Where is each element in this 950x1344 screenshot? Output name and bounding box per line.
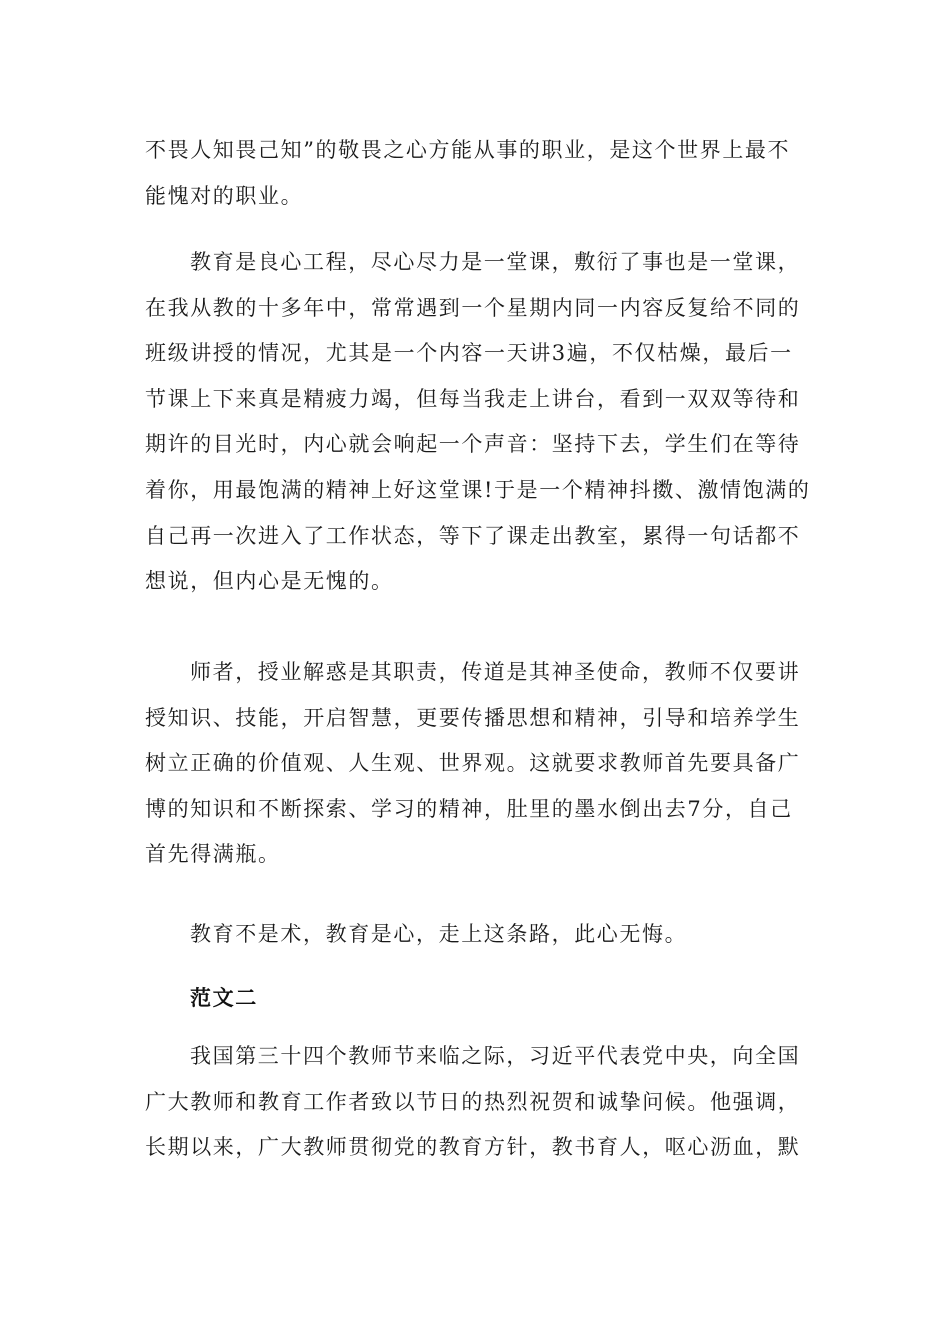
text-line: 能愧对的职业。: [145, 183, 304, 208]
text-line: 自己再一次进入了工作状态，等下了课走出教室，累得一句话都不: [145, 523, 801, 548]
paragraph-continuation: [145, 128, 815, 219]
paragraph-section-two: [145, 1034, 815, 1171]
text-line: 班级讲授的情况，尤其是一个内容一天讲3遍，不仅枯燥，最后一: [145, 341, 793, 366]
text-line: 不畏人知畏己知”的敬畏之心方能从事的职业，是这个世界上最不: [145, 138, 791, 162]
text-line: 师者，授业解惑是其职责，传道是其神圣使命，教师不仅要讲: [190, 660, 801, 684]
paragraph-teacher-duty: [145, 650, 815, 878]
paragraph-conscience: [145, 240, 815, 605]
text-line: 授知识、技能，开启智慧，更要传播思想和精神，引导和培养学生: [145, 705, 801, 730]
text-line: 节课上下来真是精疲力竭，但每当我走上讲台，看到一双双等待和: [145, 386, 801, 411]
text-line: 在我从教的十多年中，常常遇到一个星期内同一内容反复给不同的: [145, 295, 801, 320]
text-line: 教育是良心工程，尽心尽力是一堂课，敷衍了事也是一堂课，: [190, 250, 801, 274]
text-line: 想说，但内心是无愧的。: [145, 569, 394, 594]
text-line: 博的知识和不断探索、学习的精神，肚里的墨水倒出去7分，自己: [145, 796, 793, 821]
text-line: 我国第三十四个教师节来临之际，习近平代表党中央，向全国: [190, 1044, 801, 1068]
paragraph-closing: [145, 912, 815, 958]
text-line: 首先得满瓶。: [145, 842, 281, 867]
text-line: 期许的目光时，内心就会响起一个声音：坚持下去，学生们在等待: [145, 432, 801, 457]
section-heading: 范文二: [190, 986, 258, 1010]
text-line: 着你，用最饱满的精神上好这堂课!于是一个精神抖擞、激情饱满的: [145, 477, 811, 502]
text-line: 教育不是术，教育是心，走上这条路，此心无悔。: [190, 922, 688, 946]
text-line: 树立正确的价值观、人生观、世界观。这就要求教师首先要具备广: [145, 751, 801, 776]
text-line: 广大教师和教育工作者致以节日的热烈祝贺和诚挚问候。他强调，: [145, 1089, 801, 1114]
text-line: 长期以来，广大教师贯彻党的教育方针，教书育人，呕心沥血，默: [145, 1135, 801, 1160]
